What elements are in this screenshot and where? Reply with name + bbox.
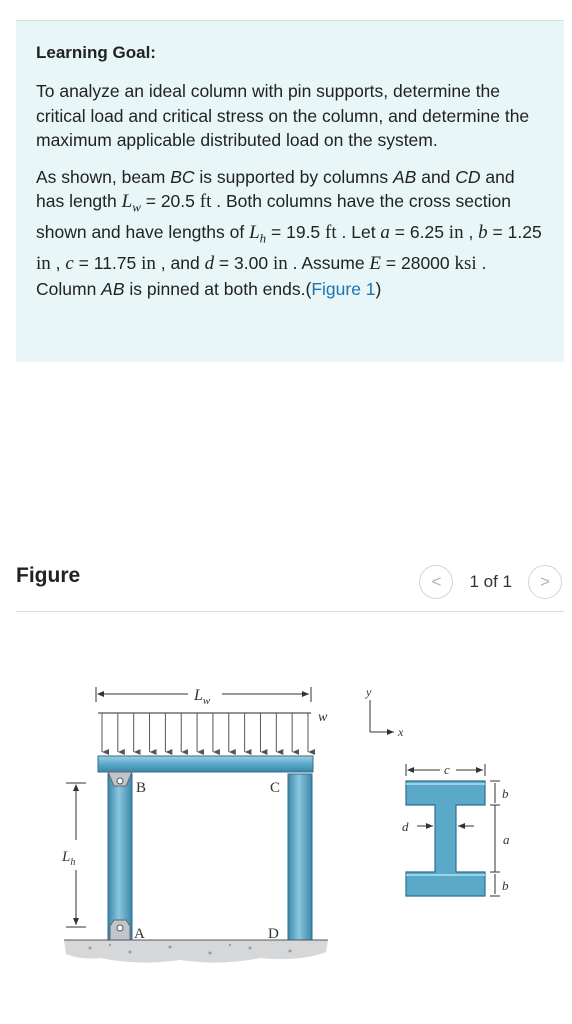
figure-divider bbox=[16, 611, 564, 612]
svg-text:a: a bbox=[503, 832, 510, 847]
lh-dimension bbox=[61, 783, 86, 927]
figure-pager bbox=[419, 565, 562, 599]
learning-goal-intro: To analyze an ideal column with pin supports, determine the critical load and critical stress on the column, and determine the maximum applicable distributed load on the system. bbox=[36, 81, 530, 150]
learning-goal-title: Learning Goal: bbox=[36, 43, 156, 62]
column-ab bbox=[108, 774, 132, 940]
beam-bc bbox=[98, 756, 313, 772]
chevron-right-icon: > bbox=[540, 572, 550, 591]
svg-text:Lw: $L_w$ bbox=[194, 687, 211, 707]
chevron-left-icon: < bbox=[431, 572, 442, 591]
figure-header bbox=[16, 556, 564, 612]
figure-page-count: 1 of 1 bbox=[469, 572, 512, 591]
prev-figure-button[interactable] bbox=[419, 565, 453, 599]
label-b: B bbox=[136, 780, 147, 796]
figure-1-link[interactable]: Figure 1 bbox=[311, 278, 376, 299]
problem-statement: As shown, beam BC is supported by columns AB and CD and has length $L_w = 20.5$ ft . Both columns have the cross section shown and have lengths of $L_h = 19.5$ ft . Let a = 6.25 in , b = 1.25 in , c = 11.75 in , and d = 3.00 in . Assume E = 28000 ksi . Column AB is pinned at both ends.(Figure 1) bbox=[36, 166, 542, 299]
coordinate-axes bbox=[365, 685, 404, 739]
label-a: A bbox=[134, 926, 145, 942]
svg-text:b: b bbox=[502, 786, 509, 801]
svg-text:c: c bbox=[444, 762, 450, 777]
svg-text:d: d bbox=[402, 819, 409, 834]
svg-text:Lh: $L_h$ bbox=[62, 849, 76, 868]
column-beam-diagram bbox=[0, 640, 572, 1024]
column-cd bbox=[288, 774, 312, 940]
svg-text:y: y bbox=[366, 685, 372, 699]
svg-text:b: b bbox=[502, 878, 509, 893]
pin-a bbox=[110, 920, 130, 940]
label-d: D bbox=[268, 926, 279, 942]
next-figure-button[interactable] bbox=[528, 565, 562, 599]
lw-dimension bbox=[96, 687, 311, 707]
figure-title: Figure bbox=[16, 564, 81, 587]
learning-goal-panel bbox=[16, 21, 564, 362]
ground bbox=[64, 940, 328, 963]
svg-text:w: w bbox=[318, 710, 328, 725]
distributed-load bbox=[98, 710, 328, 752]
svg-text:x: x bbox=[398, 725, 404, 739]
i-beam-cross-section bbox=[402, 762, 510, 896]
label-c: C bbox=[270, 780, 281, 796]
